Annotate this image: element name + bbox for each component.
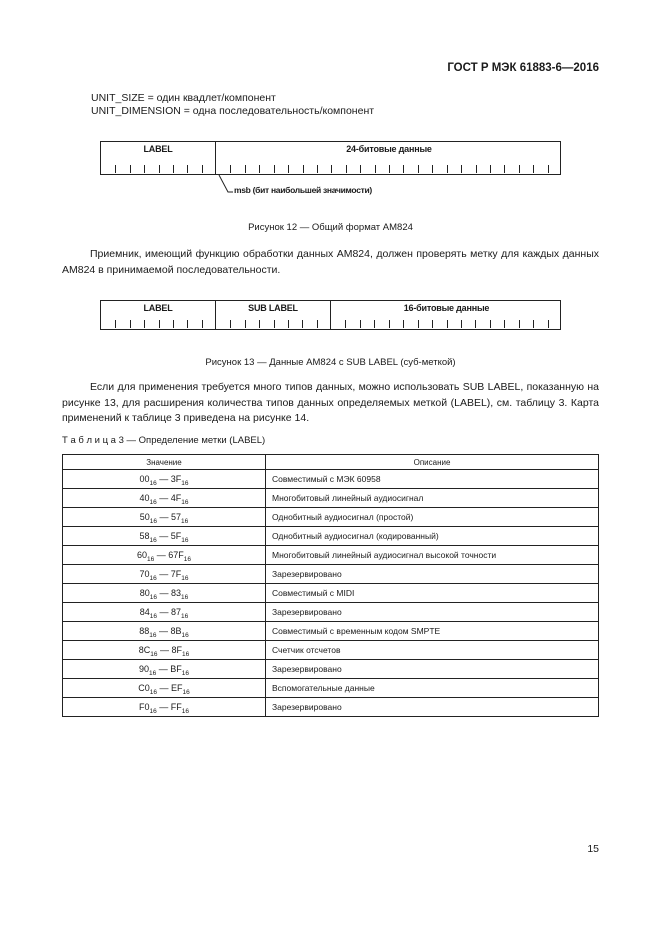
paragraph-sublabel-text: Если для применения требуется много типов данных, можно использовать SUB LABEL, показанную на рисунке 13, для расширения количества типов данных определяемых меткой (LABEL), см. таблицу 3. Карта применений к таблице 3 приведена на рисунке 14. — [62, 381, 599, 424]
value-description: Однобитный аудиосигнал (кодированный) — [266, 527, 599, 546]
value-to: 8B — [170, 626, 182, 636]
table-row — [63, 527, 599, 546]
value-dash: — — [156, 474, 171, 484]
value-to-base: 16 — [183, 556, 191, 563]
bit-tick — [346, 165, 347, 173]
value-dash: — — [156, 493, 171, 503]
value-to-base: 16 — [181, 480, 189, 487]
value-description: Вспомогательные данные — [266, 679, 599, 698]
table-row — [63, 470, 599, 489]
value-dash: — — [156, 607, 171, 617]
bit-tick — [389, 320, 390, 328]
bit-tick — [504, 320, 505, 328]
value-from-base: 16 — [149, 537, 157, 544]
bit-tick — [504, 165, 505, 173]
value-description: Однобитный аудиосигнал (простой) — [266, 508, 599, 527]
unit-dimension-definition: UNIT_DIMENSION = одна последовательность/компонент — [91, 105, 375, 117]
bit-tick — [230, 165, 231, 173]
value-from: C0 — [138, 683, 150, 693]
value-dash: — — [156, 702, 171, 712]
data-24bit-field — [216, 142, 562, 174]
value-from-base: 16 — [147, 556, 155, 563]
bit-tick — [230, 320, 231, 328]
sub-label-field — [216, 301, 331, 329]
table-header-row — [63, 455, 599, 470]
bit-tick — [461, 320, 462, 328]
label-field-text: LABEL — [143, 144, 173, 154]
value-to-base: 16 — [181, 518, 189, 525]
bit-tick — [519, 165, 520, 173]
value-range — [63, 565, 266, 584]
value-to: 67F — [168, 550, 184, 560]
bit-tick — [461, 165, 462, 173]
value-to-base: 16 — [181, 537, 189, 544]
value-description: Зарезервировано — [266, 565, 599, 584]
bit-tick — [159, 165, 160, 173]
figure-12-caption: Рисунок 12 — Общий формат AM824 — [248, 222, 413, 233]
value-from: 40 — [139, 493, 150, 503]
bit-tick — [288, 320, 289, 328]
bit-tick — [245, 320, 246, 328]
figure-12-diagram — [100, 141, 561, 175]
bit-tick — [259, 320, 260, 328]
bit-tick — [130, 320, 131, 328]
label-field-text: LABEL — [143, 303, 173, 313]
document-header: ГОСТ Р МЭК 61883-6—2016 — [447, 62, 599, 74]
table-row — [63, 622, 599, 641]
bit-tick — [360, 165, 361, 173]
value-description: Совместимый с временным кодом SMPTE — [266, 622, 599, 641]
bit-tick — [490, 320, 491, 328]
paragraph-receiver — [62, 247, 599, 278]
value-description: Зарезервировано — [266, 603, 599, 622]
bit-tick — [389, 165, 390, 173]
value-dash: — — [156, 664, 171, 674]
table-row — [63, 660, 599, 679]
bit-tick — [274, 320, 275, 328]
bit-tick — [159, 320, 160, 328]
bit-tick — [245, 165, 246, 173]
value-from-base: 16 — [149, 575, 157, 582]
value-from: 60 — [136, 550, 147, 560]
value-from: 90 — [138, 664, 149, 674]
value-to: 83 — [171, 588, 182, 598]
unit-size-definition: UNIT_SIZE = один квадлет/компонент — [91, 92, 276, 104]
value-range — [63, 679, 266, 698]
bit-tick — [403, 165, 404, 173]
value-to-base: 16 — [182, 651, 190, 658]
bit-tick — [144, 320, 145, 328]
value-from-base: 16 — [150, 651, 158, 658]
label-field — [101, 301, 216, 329]
bit-tick — [331, 165, 332, 173]
bit-tick — [548, 165, 549, 173]
table-row — [63, 698, 599, 717]
value-from-base: 16 — [149, 689, 157, 696]
bit-tick — [418, 165, 419, 173]
msb-pointer-line — [215, 175, 235, 195]
value-description: Совместимый с МЭК 60958 — [266, 470, 599, 489]
value-to: BF — [170, 664, 182, 674]
value-range — [63, 584, 266, 603]
value-from: 88 — [139, 626, 150, 636]
bit-tick — [432, 165, 433, 173]
value-description: Зарезервировано — [266, 698, 599, 717]
value-range — [63, 546, 266, 565]
figure-13-caption: Рисунок 13 — Данные AM824 с SUB LABEL (суб-меткой) — [205, 357, 456, 368]
value-to-base: 16 — [182, 689, 190, 696]
bit-tick — [202, 320, 203, 328]
value-to: 5F — [170, 531, 182, 541]
value-from: F0 — [139, 702, 150, 712]
sub-label-field-text: SUB LABEL — [248, 303, 298, 313]
bit-tick — [288, 165, 289, 173]
bit-tick — [345, 320, 346, 328]
bit-tick — [317, 165, 318, 173]
bit-tick — [403, 320, 404, 328]
value-to: 7F — [170, 569, 182, 579]
value-dash: — — [157, 645, 172, 655]
bit-tick — [173, 320, 174, 328]
value-from: 70 — [139, 569, 150, 579]
bit-tick — [317, 320, 318, 328]
value-dash: — — [156, 683, 171, 693]
value-to-base: 16 — [181, 632, 189, 639]
value-to-base: 16 — [181, 670, 189, 677]
value-from-base: 16 — [149, 670, 157, 677]
value-to: 4F — [170, 493, 182, 503]
paragraph-sublabel — [62, 380, 599, 427]
column-header-value: Значение — [63, 455, 266, 470]
value-description: Многобитовый линейный аудиосигнал — [266, 489, 599, 508]
bit-tick — [533, 165, 534, 173]
bit-tick — [173, 165, 174, 173]
table-title-rest: — Определение метки (LABEL) — [123, 435, 266, 446]
value-range — [63, 622, 266, 641]
data-16bit-field-text: 16-битовые данные — [403, 303, 490, 313]
value-range — [63, 470, 266, 489]
bit-tick — [447, 320, 448, 328]
value-from-base: 16 — [149, 632, 157, 639]
bit-tick — [115, 320, 116, 328]
column-header-description: Описание — [266, 455, 599, 470]
value-to: EF — [171, 683, 183, 693]
bit-tick — [274, 165, 275, 173]
value-to: FF — [170, 702, 182, 712]
value-range — [63, 489, 266, 508]
bit-tick — [490, 165, 491, 173]
figure-13-diagram — [100, 300, 561, 330]
value-dash: — — [156, 531, 171, 541]
bit-tick — [374, 320, 375, 328]
value-description: Зарезервировано — [266, 660, 599, 679]
value-description: Совместимый с MIDI — [266, 584, 599, 603]
bit-tick — [475, 320, 476, 328]
value-to: 8F — [171, 645, 183, 655]
value-range — [63, 508, 266, 527]
value-from: 80 — [139, 588, 150, 598]
table-title — [62, 435, 265, 446]
value-dash: — — [156, 588, 171, 598]
bit-tick — [432, 320, 433, 328]
bit-tick — [202, 165, 203, 173]
bit-tick — [375, 165, 376, 173]
value-from-base: 16 — [149, 708, 157, 715]
value-to-base: 16 — [181, 594, 189, 601]
bit-tick — [303, 165, 304, 173]
value-from: 8C — [138, 645, 151, 655]
value-range — [63, 527, 266, 546]
value-from-base: 16 — [149, 613, 157, 620]
table-row — [63, 489, 599, 508]
bit-tick — [519, 320, 520, 328]
bit-tick — [259, 165, 260, 173]
value-from: 58 — [139, 531, 150, 541]
value-from: 50 — [139, 512, 150, 522]
label-field — [101, 142, 216, 174]
bit-tick — [115, 165, 116, 173]
table-row — [63, 546, 599, 565]
value-dash: — — [154, 550, 169, 560]
value-from-base: 16 — [149, 518, 157, 525]
bit-tick — [447, 165, 448, 173]
value-from: 00 — [139, 474, 150, 484]
bit-tick — [187, 165, 188, 173]
page-number: 15 — [587, 843, 599, 855]
table-title-prefix: Т а б л и ц а 3 — [62, 435, 124, 446]
label-definition-table — [62, 454, 599, 717]
data-24bit-field-text: 24-битовые данные — [346, 144, 432, 154]
value-from-base: 16 — [149, 594, 157, 601]
bit-tick — [360, 320, 361, 328]
table-row — [63, 565, 599, 584]
bit-tick — [476, 165, 477, 173]
bit-tick — [418, 320, 419, 328]
value-range — [63, 698, 266, 717]
bit-tick — [144, 165, 145, 173]
table-row — [63, 508, 599, 527]
table-body — [63, 470, 599, 717]
value-range — [63, 660, 266, 679]
value-from-base: 16 — [149, 499, 157, 506]
value-to: 87 — [171, 607, 182, 617]
value-to: 3F — [170, 474, 182, 484]
value-dash: — — [156, 569, 171, 579]
msb-note: msb (бит наибольшей значимости) — [234, 185, 372, 195]
value-description: Многобитовый линейный аудиосигнал высокой точности — [266, 546, 599, 565]
value-dash: — — [156, 512, 171, 522]
value-to-base: 16 — [181, 575, 189, 582]
value-range — [63, 641, 266, 660]
bit-tick — [187, 320, 188, 328]
value-dash: — — [156, 626, 171, 636]
data-16bit-field — [331, 301, 562, 329]
value-from-base: 16 — [149, 480, 157, 487]
paragraph-receiver-text: Приемник, имеющий функцию обработки данных AM824, должен проверять метку для каждых данных AM824 в принимаемой последовательности. — [62, 248, 599, 276]
value-range — [63, 603, 266, 622]
value-from: 84 — [139, 607, 150, 617]
value-to-base: 16 — [181, 613, 189, 620]
value-to-base: 16 — [181, 708, 189, 715]
table-row — [63, 641, 599, 660]
value-to: 57 — [171, 512, 182, 522]
bit-tick — [130, 165, 131, 173]
bit-tick — [548, 320, 549, 328]
table-row — [63, 679, 599, 698]
value-to-base: 16 — [181, 499, 189, 506]
table-row — [63, 603, 599, 622]
value-description: Счетчик отсчетов — [266, 641, 599, 660]
table-row — [63, 584, 599, 603]
bit-tick — [533, 320, 534, 328]
bit-tick — [302, 320, 303, 328]
